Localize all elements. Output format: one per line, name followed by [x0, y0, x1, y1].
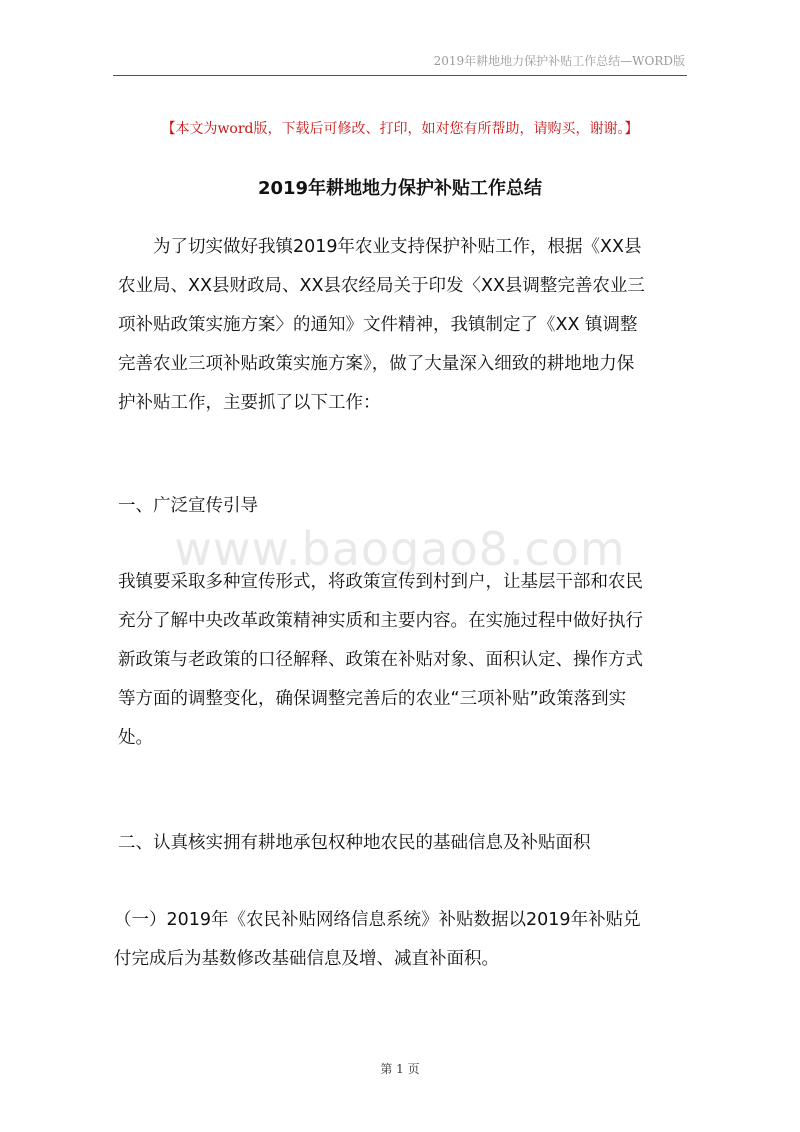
document-title: 2019年耕地地力保护补贴工作总结 — [257, 178, 543, 199]
watermark: www.baogao8.com — [174, 522, 626, 576]
section2-heading: 二、认真核实拥有耕地承包权种地农民的基础信息及补贴面积 — [118, 833, 591, 853]
section1-heading: 一、广泛宣传引导 — [118, 496, 258, 516]
section1-line: 新政策与老政策的口径解释、政策在补贴对象、面积认定、操作方式 — [118, 650, 643, 670]
intro-paragraph — [118, 228, 684, 423]
section1-line: 等方面的调整变化，确保调整完善后的农业“三项补贴”政策落到实 — [118, 689, 627, 709]
section2-sub1-line: （一）2019年《农民补贴网络信息系统》补贴数据以2019年补贴兑 — [114, 910, 641, 930]
intro-line: 护补贴工作，主要抓了以下工作： — [118, 393, 381, 413]
section1-paragraph — [118, 563, 684, 758]
intro-line: 完善农业三项补贴政策实施方案》，做了大量深入细致的耕地地力保 — [118, 354, 635, 374]
purchase-notice: 【本文为word版，下载后可修改、打印，如对您有所帮助，请购买，谢谢。】 — [161, 121, 639, 137]
section2-sub1-paragraph — [114, 901, 680, 979]
running-header: 2019年耕地地力保护补贴工作总结—WORD版 — [433, 54, 685, 68]
section1-line: 我镇要采取多种宣传形式，将政策宣传到村到户，让基层干部和农民 — [118, 572, 643, 592]
section1-line: 处。 — [118, 728, 153, 748]
header-divider — [113, 75, 687, 76]
intro-line: 农业局、XX县财政局、XX县农经局关于印发〈XX县调整完善农业三 — [118, 276, 645, 296]
intro-line: 为了切实做好我镇2019年农业支持保护补贴工作，根据《XX县 — [153, 237, 642, 257]
section1-line: 充分了解中央改革政策精神实质和主要内容。在实施过程中做好执行 — [118, 611, 643, 631]
section2-sub1-line: 付完成后为基数修改基础信息及增、减直补面积。 — [114, 949, 499, 969]
intro-line: 项补贴政策实施方案〉的通知》文件精神，我镇制定了《XX 镇调整 — [118, 315, 638, 335]
page-number: 第 1 页 — [380, 1062, 420, 1076]
